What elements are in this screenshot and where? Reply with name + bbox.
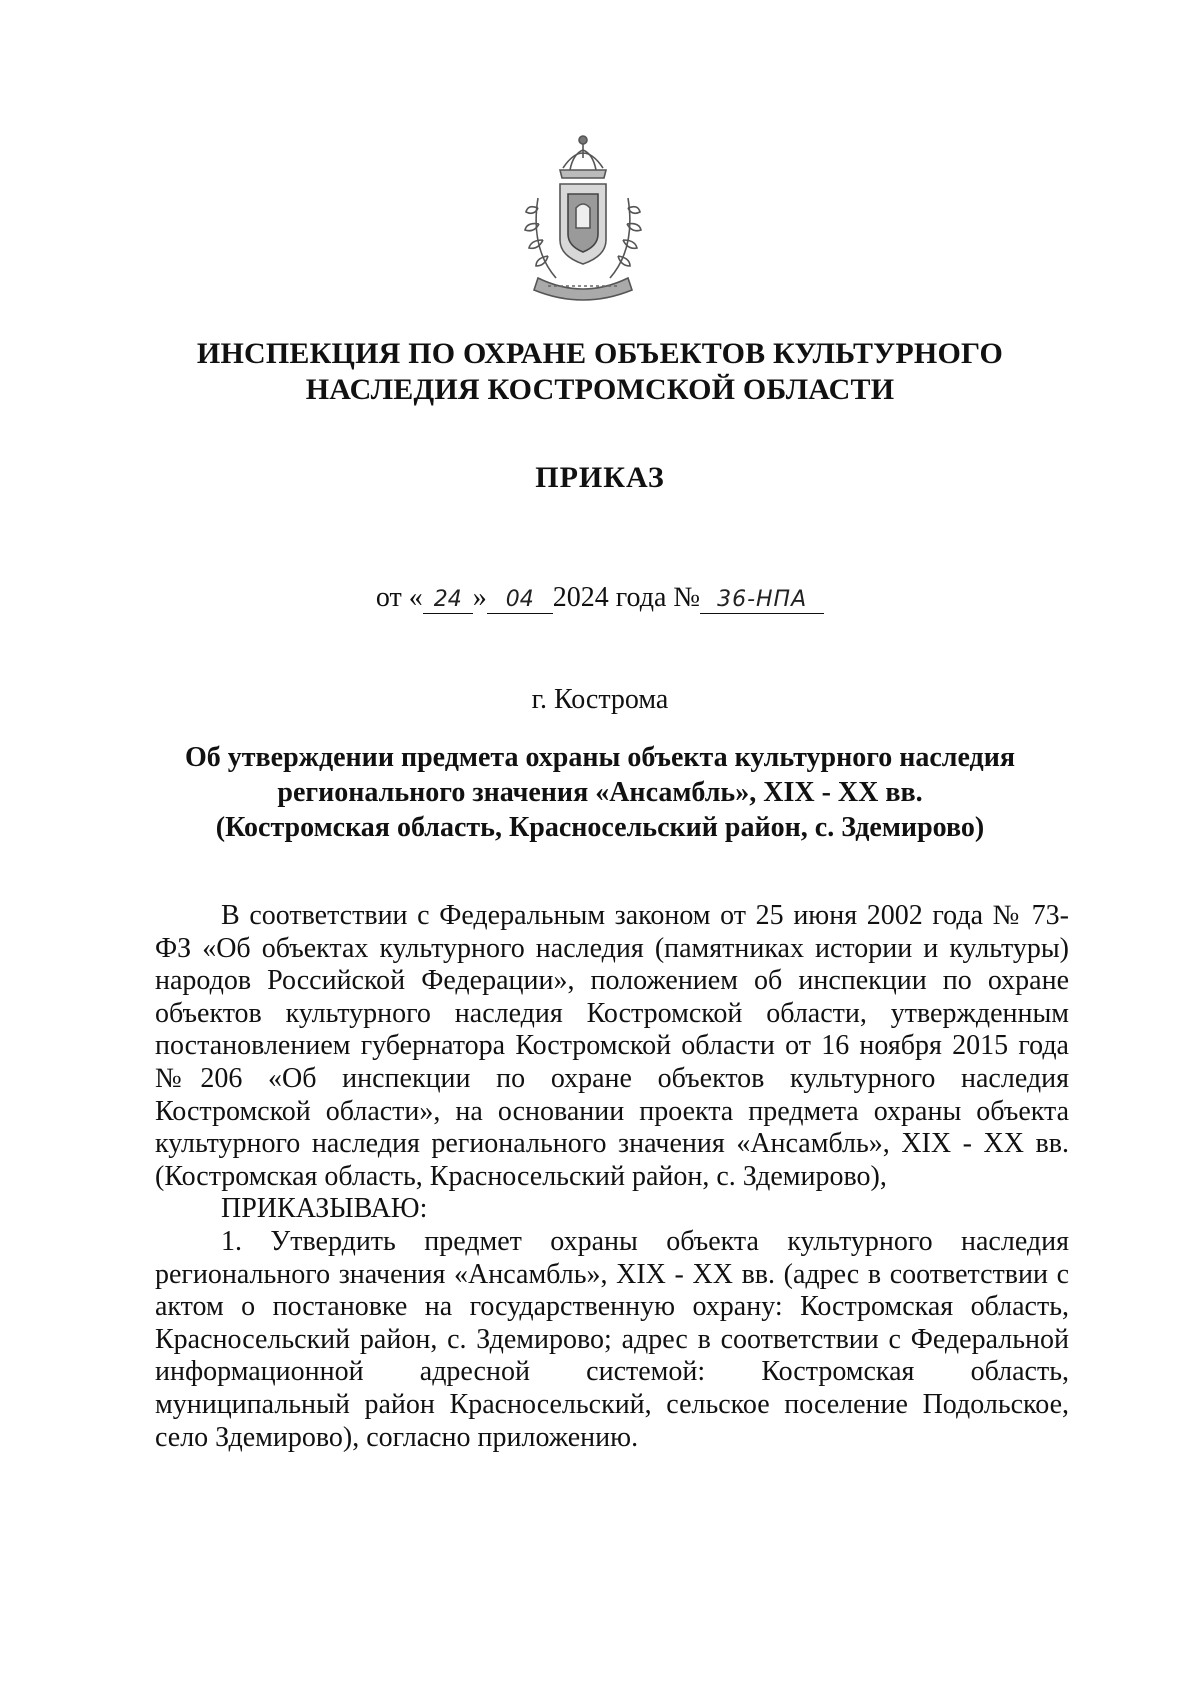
- coat-of-arms-icon: [508, 128, 658, 310]
- order-subject-line-2: регионального значения «Ансамбль», XIX - XX вв.: [277, 777, 923, 808]
- order-day-handwritten: 24: [423, 587, 473, 614]
- agency-name-line-1: ИНСПЕКЦИЯ ПО ОХРАНЕ ОБЪЕКТОВ КУЛЬТУРНОГО: [196, 337, 1004, 370]
- date-quote-close: »: [472, 582, 487, 613]
- order-date-line: [150, 580, 1050, 616]
- order-subject: [150, 740, 1050, 845]
- date-prefix: от «: [375, 582, 423, 613]
- agency-name-line-2: НАСЛЕДИЯ КОСТРОМСКОЙ ОБЛАСТИ: [305, 373, 895, 406]
- order-month-handwritten: 04: [487, 587, 553, 614]
- order-subject-line-1: Об утверждении предмета охраны объекта культурного наследия: [185, 742, 1015, 773]
- document-type-title: ПРИКАЗ: [535, 461, 665, 494]
- issue-city: г. Кострома: [531, 684, 669, 715]
- order-year-text: 2024 года №: [552, 582, 701, 613]
- order-number-handwritten: 36-НПА: [700, 587, 824, 614]
- order-subject-line-3: (Костромская область, Красносельский район, с. Здемирово): [215, 812, 985, 843]
- preamble-paragraph: В соответствии с Федеральным законом от 25 июня 2002 года № 73-ФЗ «Об объектах культурного наследия (памятниках истории и культуры) народов Российской Федерации», положением об инспекции по охране объектов культурного наследия Костромской области, утвержденным постановлением губернатора Костромской области от 16 ноября 2015 года №206 «Об инспекции по охране объектов культурного наследия Костромской области», на основании проекта предмета охраны объекта культурного наследия регионального значения «Ансамбль», XIX - XX вв. (Костромская область, Красносельский район, с. Здемирово),: [155, 900, 1069, 1192]
- order-item-1: 1. Утвердить предмет охраны объекта культурного наследия регионального значения «Ансамбль», XIX - XX вв. (адрес в соответствии с актом о постановке на государственную охрану: Костромская область, Красносельский район, с. Здемирово; адрес в соответствии с Федеральной информационной адресной системой: Костромская область, муниципальный район Красносельский, сельское поселение Подольское, село Здемирово), согласно приложению.: [155, 1225, 1069, 1453]
- agency-name: [150, 336, 1050, 408]
- order-body: [155, 900, 1069, 1454]
- order-directive: ПРИКАЗЫВАЮ:: [221, 1193, 428, 1225]
